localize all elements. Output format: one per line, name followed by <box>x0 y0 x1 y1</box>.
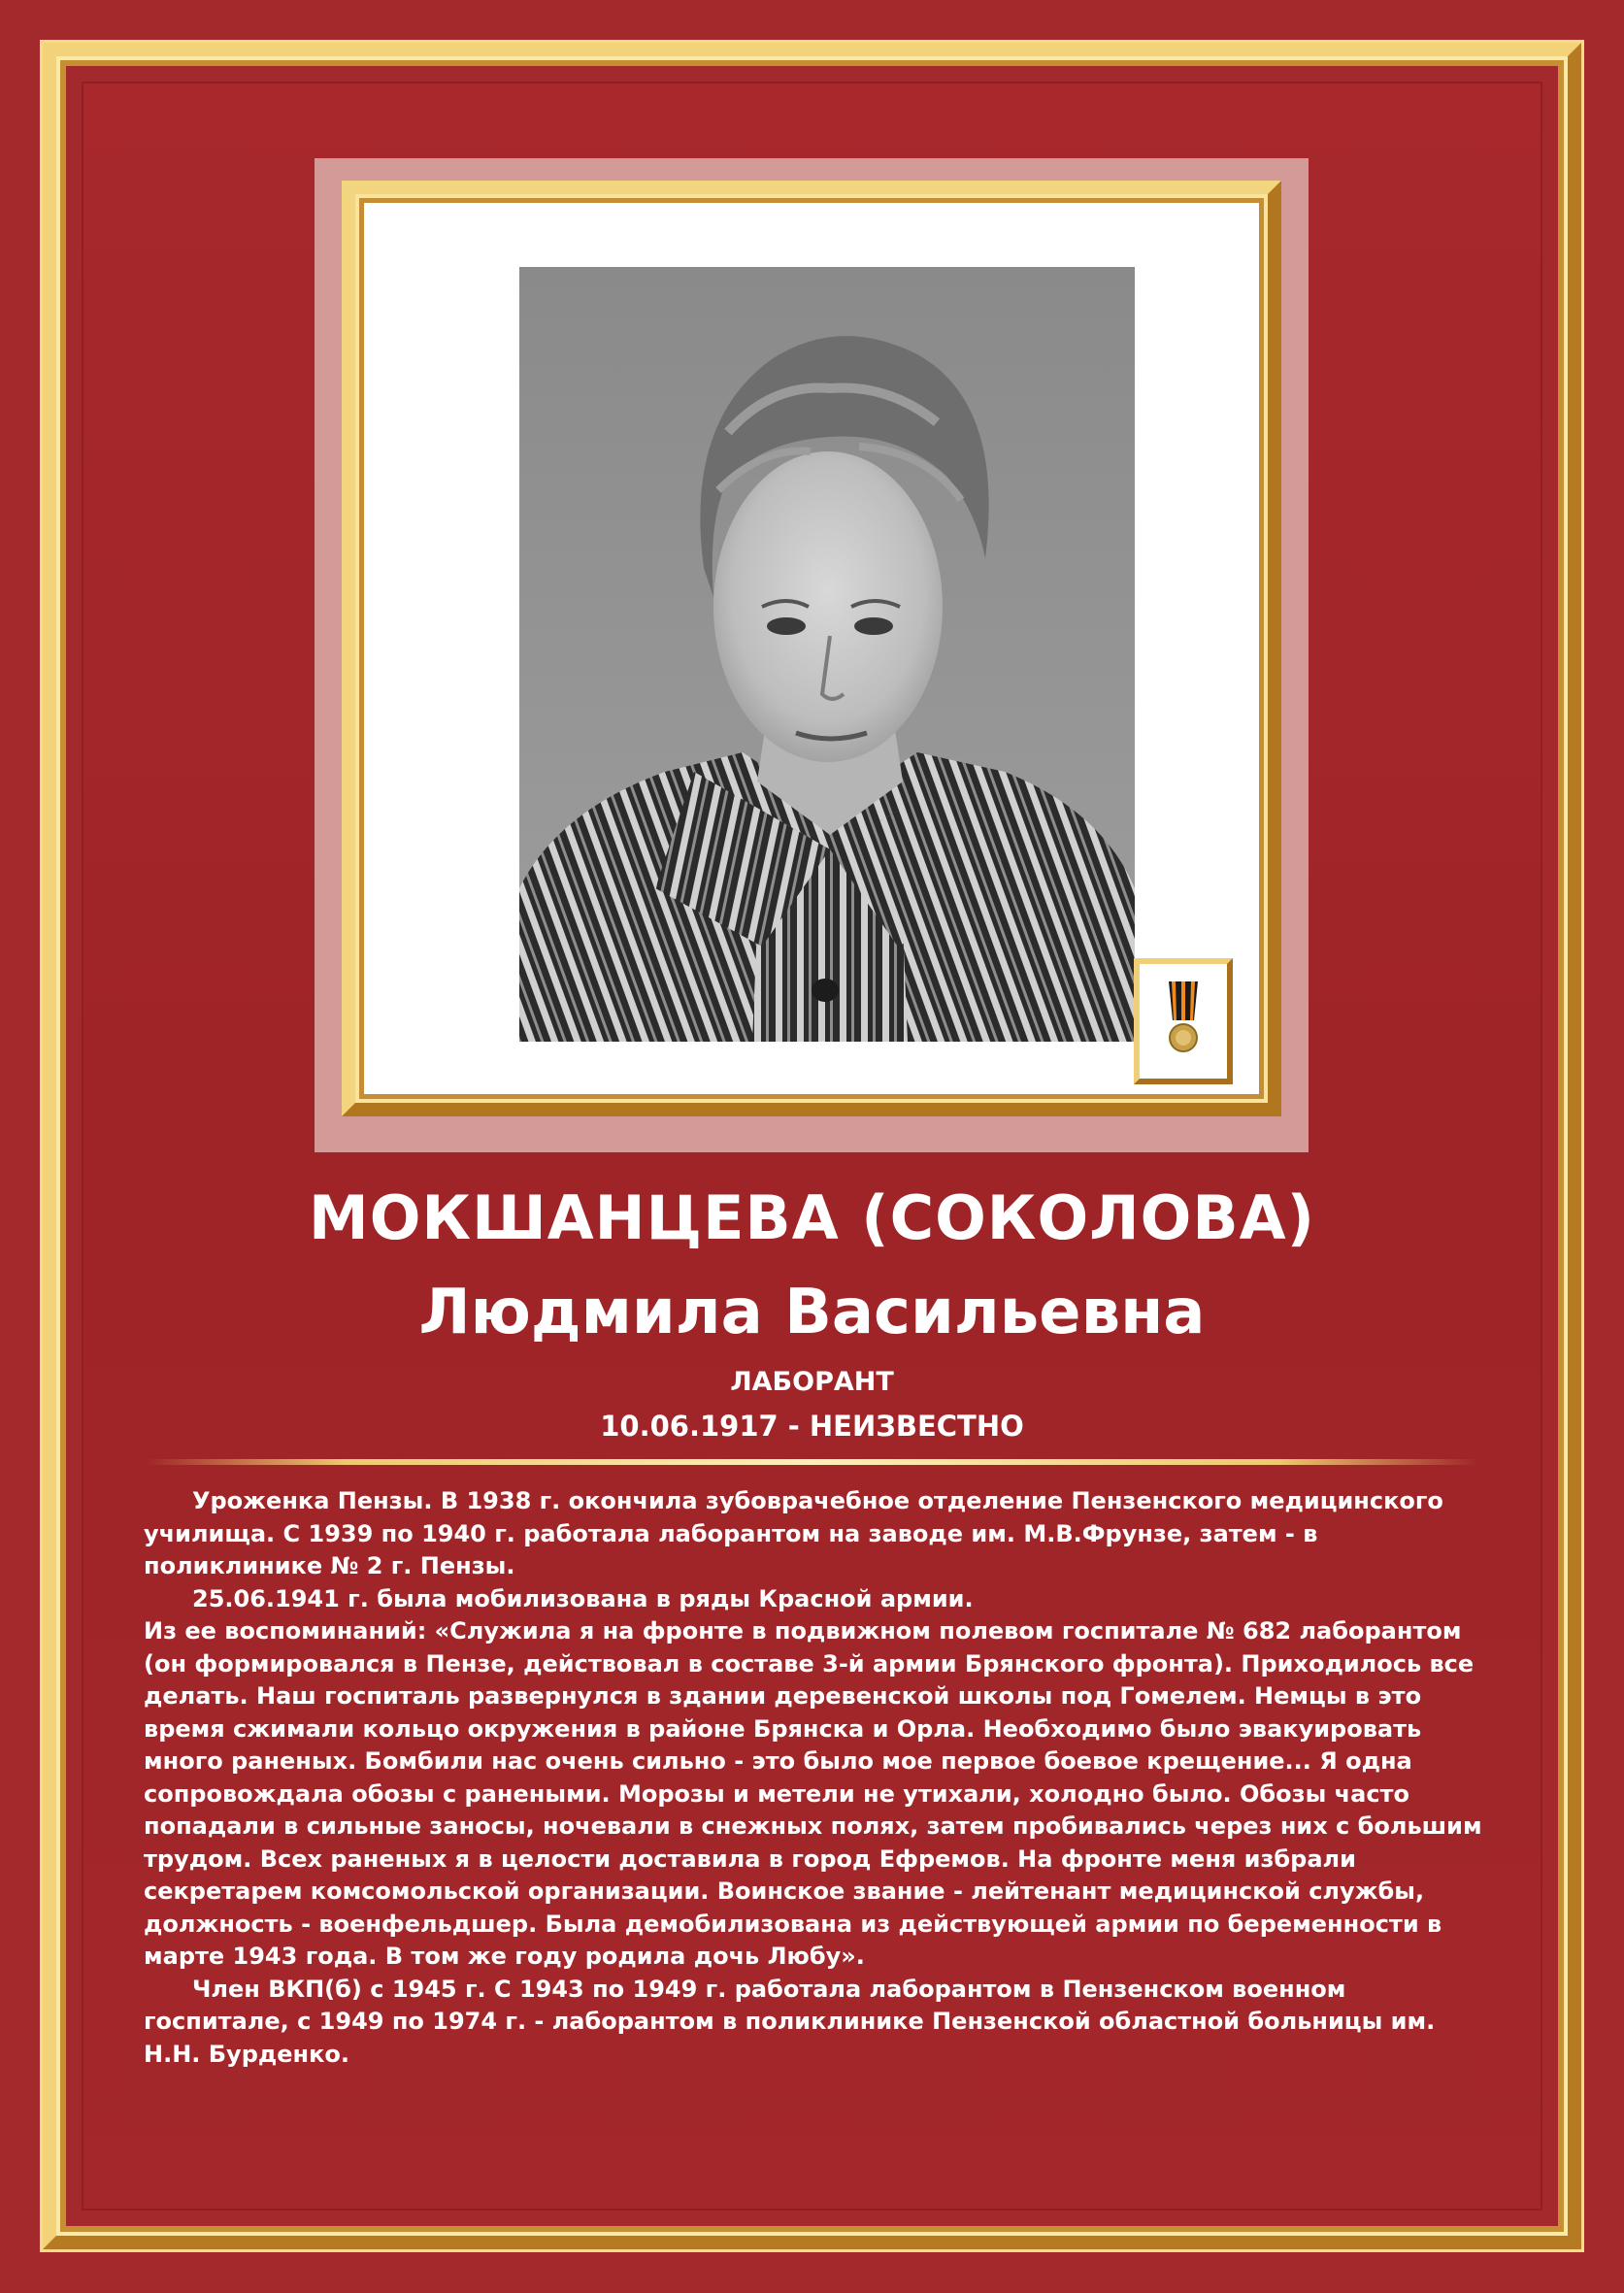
person-role: ЛАБОРАНТ <box>730 1367 894 1397</box>
medal-frame <box>1134 958 1233 1084</box>
person-name: Людмила Васильевна <box>418 1277 1206 1348</box>
medal-icon <box>1140 964 1227 1079</box>
gold-divider <box>146 1459 1478 1465</box>
biography <box>144 1485 1483 2071</box>
portrait-photo <box>519 267 1135 1042</box>
bio-paragraph-2: 25.06.1941 г. была мобилизована в ряды Красной армии. <box>192 1584 974 1612</box>
person-dates: 10.06.1917 - НЕИЗВЕСТНО <box>600 1410 1024 1443</box>
bio-paragraph-1: Уроженка Пензы. В 1938 г. окончила зубоврачебное отделение Пензенского медицинского училища. С 1939 по 1940 г. работала лаборантом на заводе им. М.В.Фрунзе, затем - в поликлинике № 2 г. Пензы. <box>144 1487 1443 1579</box>
bio-paragraph-4: Член ВКП(б) с 1945 г. С 1943 по 1949 г. работала лаборантом в Пензенском военном госпитале, с 1949 по 1974 г. - лаборантом в поликлинике Пензенской областной больницы им. Н.Н. Бурденко. <box>144 1975 1436 2068</box>
face <box>713 451 943 762</box>
bio-paragraph-3: Из ее воспоминаний: «Служила я на фронте в подвижном полевом госпитале № 682 лаборантом (он формировался в Пензе, действовал в составе 3-й армии Брянского фронта). Приходилось все делать. Наш госпиталь развернулся в здании деревенской школы под Гомелем. Немцы в это время сжимали кольцо окружения в районе Брянска и Орла. Необходимо было эвакуировать много раненых. Бомбили нас очень сильно - это было мое первое боевое крещение... Я одна сопровождала обозы с ранеными. Морозы и метели не утихали, холодно было. Обозы часто попадали в сильные заносы, ночевали в снежных полях, затем пробивались через них с большим трудом. Всех раненых я в целости доставила в город Ефремов. На фронте меня избрали секретарем комсомольской организации. Воинское звание - лейтенант медицинской службы, должность - военфельдшер. Была демобилизована из действующей армии по беременности в марте 1943 года. В том же году родила дочь Любу». <box>144 1617 1482 1970</box>
person-surname: МОКШАНЦЕВА (СОКОЛОВА) <box>309 1182 1315 1253</box>
